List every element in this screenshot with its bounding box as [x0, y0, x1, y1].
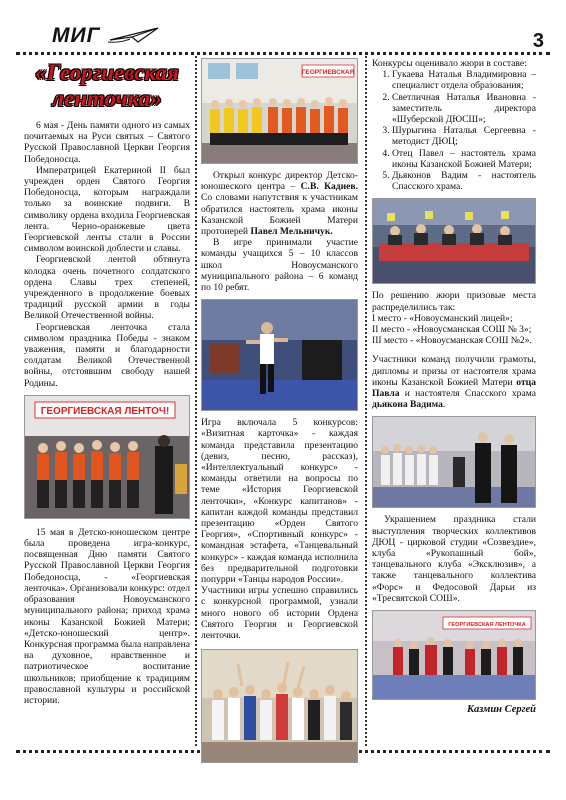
first-place: I место - «Новоусманский лицей»;	[372, 312, 513, 324]
paragraph: Игра включала 5 конкурсов: «Визитная карточка» - каждая команда представила презентацию (девиз, песню, рассказ), «Интеллектуальный конкурс» - команды ответили на вопросы по теме «История Георгиевской ленточки», «Конкурс капитанов» - капитан каждой команды представил презентацию «Орден Святого Георгия», «Спортивный конкурс» - командная эстафета, «Танцевальный конкурс» - каждая команда исполнила без предварительной подготовки попурри «Танцы народов России».	[201, 417, 358, 586]
photo-banner-text: ГЕОРГИЕВСКАЯ	[301, 69, 355, 76]
jury-member: 2. Светличная Наталья Ивановна - заместитель директора «Шуберской ДЮСШ»;	[392, 92, 536, 126]
paragraph: Участники игры успешно справились с конкурсной программой, узнали много нового об истории Ордена Святого Георгия и Георгиевской ленточки.	[201, 585, 358, 642]
text-run: Со словами напутствия к участникам обратился настоятель храма иконы Казанской Божией Матери протоиерей	[201, 192, 358, 238]
results-intro: По решению жюри призовые места распределились так:	[372, 290, 536, 313]
paragraph: 6 мая - День памяти одного из самых почитаемых на Руси святых – Святого Русской Православной Церкви Георгия Победоносца.	[24, 120, 190, 165]
spacer	[372, 346, 536, 354]
text-run: Открыл конкурс директор Детско-юношеского центра –	[201, 170, 358, 193]
paragraph	[201, 170, 358, 237]
deacon-name: дьякона Вадима	[372, 399, 443, 411]
priest-name: Павел Мельничук.	[250, 226, 333, 238]
paragraph: Георгиевской лентой обтянута колодка очень почетного солдатского ордена Славы трех степеней, учрежденного в продолжение боевых традиций русской армии в годы Великой Отечественной войны.	[24, 254, 190, 322]
photo-teams-lineup	[201, 58, 358, 164]
director-name: С.В. Кадиев.	[300, 181, 359, 193]
jury-member: 5. Дьяконов Вадим - настоятель Спасского храма.	[392, 170, 536, 192]
photo-children-performance	[24, 395, 190, 519]
column-divider	[195, 56, 197, 746]
column-right	[372, 58, 536, 715]
paragraph: Украшением праздника стали выступления творческих коллективов ДЮЦ - цирковой студии «Созвездие», клуба «Рукопашный бой», танцевального клуба «Эксклюзив», а также танцевального коллектива «Форс» и Федосовой Дарьи из «Тресвятской СОШ».	[372, 514, 536, 604]
column-divider	[365, 56, 367, 746]
photo-team-group	[201, 649, 358, 763]
page-number: 3	[532, 30, 544, 52]
jury-intro: Конкурсы оценивало жюри в составе:	[372, 58, 527, 69]
jury-section	[372, 58, 536, 192]
text-run: .	[442, 399, 446, 411]
paragraph: Георгиевская ленточка стала символом праздника Победы - знаком уважения, памяти и благодарности солдатам Великой Отечественной войны, отстоявшим свободу нашей Родины.	[24, 321, 190, 389]
results-section	[372, 290, 536, 410]
photo-jury-table	[372, 198, 536, 284]
article-headline: «Георгиевская ленточка»	[35, 60, 179, 111]
photo-banner-text: ГЕОРГИЕВСКАЯ ЛЕНТОЧКА	[448, 622, 526, 629]
awards-paragraph	[372, 354, 536, 410]
jury-member: 3. Шурыгина Наталья Сергеевна - методист ДЮЦ;	[392, 125, 536, 147]
photo-banner-text: ГЕОРГИЕВСКАЯ ЛЕНТОЧ!	[40, 405, 170, 417]
second-place: II место - «Новоусманская СОШ № 3»;	[372, 324, 532, 336]
top-divider	[16, 52, 550, 55]
article-body-continued	[24, 527, 190, 706]
jury-list	[372, 69, 536, 192]
paper-plane-icon	[108, 26, 160, 44]
photo-contest-dancer	[201, 299, 358, 411]
final-paragraph	[372, 514, 536, 604]
photo-award-ceremony	[372, 416, 536, 508]
text-run: Участники команд получили грамоты, дипломы и призы от настоятеля храма иконы Казанской Божией Матери	[372, 354, 536, 388]
newspaper-logo: МИГ	[52, 24, 101, 47]
author-signature: Казмин Сергей	[466, 704, 536, 716]
paragraph: Императрицей Екатериной II был учрежден орден Святого Георгия Победоносца, которым награждали только за воинские подвиги. В символику ордена входила Георгиевская лента. Черно-оранжевые цвета Георгиевской ленты стали в России символом воинской доблести и славы.	[24, 164, 190, 255]
jury-member: 4. Отец Павел – настоятель храма иконы Казанской Божией Матери;	[392, 148, 536, 170]
paragraph: В игре принимали участие команды учащихся 5 – 10 классов школ Новоусманского муниципального района – 6 команд по 10 ребят.	[201, 237, 358, 294]
article-body	[201, 170, 358, 293]
column-left	[24, 58, 190, 706]
column-middle	[201, 58, 358, 763]
article-body-continued	[201, 417, 358, 641]
photo-dance-performance	[372, 610, 536, 700]
text-run: и настоятеля Спасского храма	[399, 388, 536, 400]
paragraph: 15 мая в Детско-юношеском центре была проведена игра-конкурс, посвященная Дню памяти Святого Русской Православной Церкви Георгия Победоносца, - «Георгиевская ленточка». Организовали конкурс: отдел образования Новоусманского муниципального района; приход храма иконы Казанской Божией Матери; «Детско-юношеский центр». Конкурсная программа была направлена на духовное, нравственное и патриотическое воспитание школьников; приобщение к традициям православной культуры и российской истории.	[24, 526, 190, 706]
third-place: III место - «Новоусманская СОШ №2».	[372, 335, 532, 347]
jury-member: 1. Гукаева Наталья Владимировна – специалист отдела образования;	[392, 69, 536, 91]
priest-name: отца Павла	[372, 376, 536, 400]
article-body	[24, 120, 190, 389]
